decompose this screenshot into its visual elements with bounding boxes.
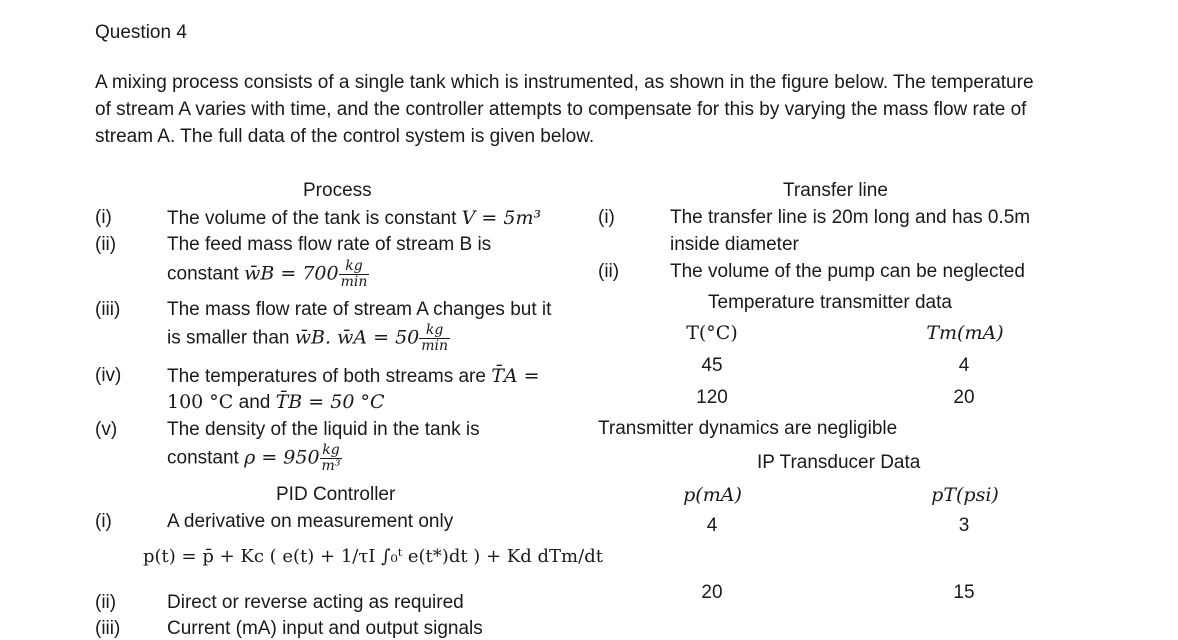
temp-row-tm: 20 [953, 387, 975, 408]
process-item-num: (iii) [95, 299, 121, 320]
transfer-item-text: The transfer line is 20m long and has 0.5m [670, 207, 1031, 228]
pid-item-text: A derivative on measurement only [167, 511, 454, 532]
pid-item-num: (ii) [95, 592, 117, 613]
ip-row-p: 4 [706, 515, 718, 536]
temp-row-t: 45 [701, 355, 723, 376]
process-item-text: The mass flow rate of stream A changes but it [167, 299, 552, 320]
temp-col1-header: T(°C) [686, 322, 738, 344]
process-item-num: (iv) [95, 365, 122, 386]
process-item-text: The feed mass flow rate of stream B is [167, 234, 492, 255]
intro-line-1: A mixing process consists of a single tank which is instrumented, as shown in the figure below. The temperature [95, 72, 1034, 93]
temp-row-t: 120 [696, 387, 728, 408]
process-item-math: V = 5m³ [461, 207, 542, 229]
ip-row-p: 20 [701, 582, 723, 603]
intro-line-3: stream A. The full data of the control system is given below. [95, 126, 595, 147]
pid-heading: PID Controller [276, 484, 396, 505]
temp-col2-header: Tm(mA) [926, 322, 1004, 344]
transfer-item-num: (ii) [598, 261, 620, 282]
process-item-line2: is smaller than w̄B. w̄A = 50 $\frac{kg}{\min}$ [167, 322, 449, 354]
transfer-item-num: (i) [598, 207, 615, 228]
ip-transducer-heading: IP Transducer Data [757, 452, 921, 473]
pid-item-num: (iii) [95, 618, 121, 639]
pid-equation: p(t) = p̄ + Kc ( e(t) + 1/τI ∫₀ᵗ e(t*)dt ) + Kd dTm/dt [143, 546, 603, 567]
pid-item-text: Current (mA) input and output signals [167, 618, 483, 639]
process-item-line2: constant w̄B = 700 $\frac{kg}{\min}$ [167, 258, 368, 290]
process-item-num: (ii) [95, 234, 117, 255]
ip-row-pt: 3 [958, 515, 970, 536]
ip-col2-header: pT(psi) [931, 484, 999, 506]
intro-line-2: of stream A varies with time, and the controller attempts to compensate for this by varying the mass flow rate of [95, 99, 1027, 120]
pid-item-num: (i) [95, 511, 112, 532]
temp-transmitter-heading: Temperature transmitter data [708, 292, 952, 313]
process-item-num: (v) [95, 419, 118, 440]
transfer-item-line2: inside diameter [670, 234, 799, 255]
transfer-line-heading: Transfer line [783, 180, 888, 201]
temp-row-tm: 4 [958, 355, 970, 376]
process-item-text: The density of the liquid in the tank is [167, 419, 480, 440]
transmitter-note: Transmitter dynamics are negligible [598, 418, 898, 439]
transfer-item-text: The volume of the pump can be neglected [670, 261, 1025, 282]
process-item-line2: 100 °C and T̄B = 50 °C [167, 391, 385, 413]
process-item-num: (i) [95, 207, 112, 228]
process-heading: Process [303, 180, 372, 201]
process-item-text: The temperatures of both streams are T̄A = [167, 365, 540, 387]
process-item-line2: constant ρ = 950 $\frac{kg}{\text{m³}}$ [167, 442, 341, 474]
ip-row-pt: 15 [953, 582, 975, 603]
pid-item-text: Direct or reverse acting as required [167, 592, 464, 613]
ip-col1-header: p(mA) [683, 484, 742, 506]
process-item-text: The volume of the tank is constant V = 5m³ [167, 207, 542, 229]
question-title: Question 4 [95, 22, 187, 43]
